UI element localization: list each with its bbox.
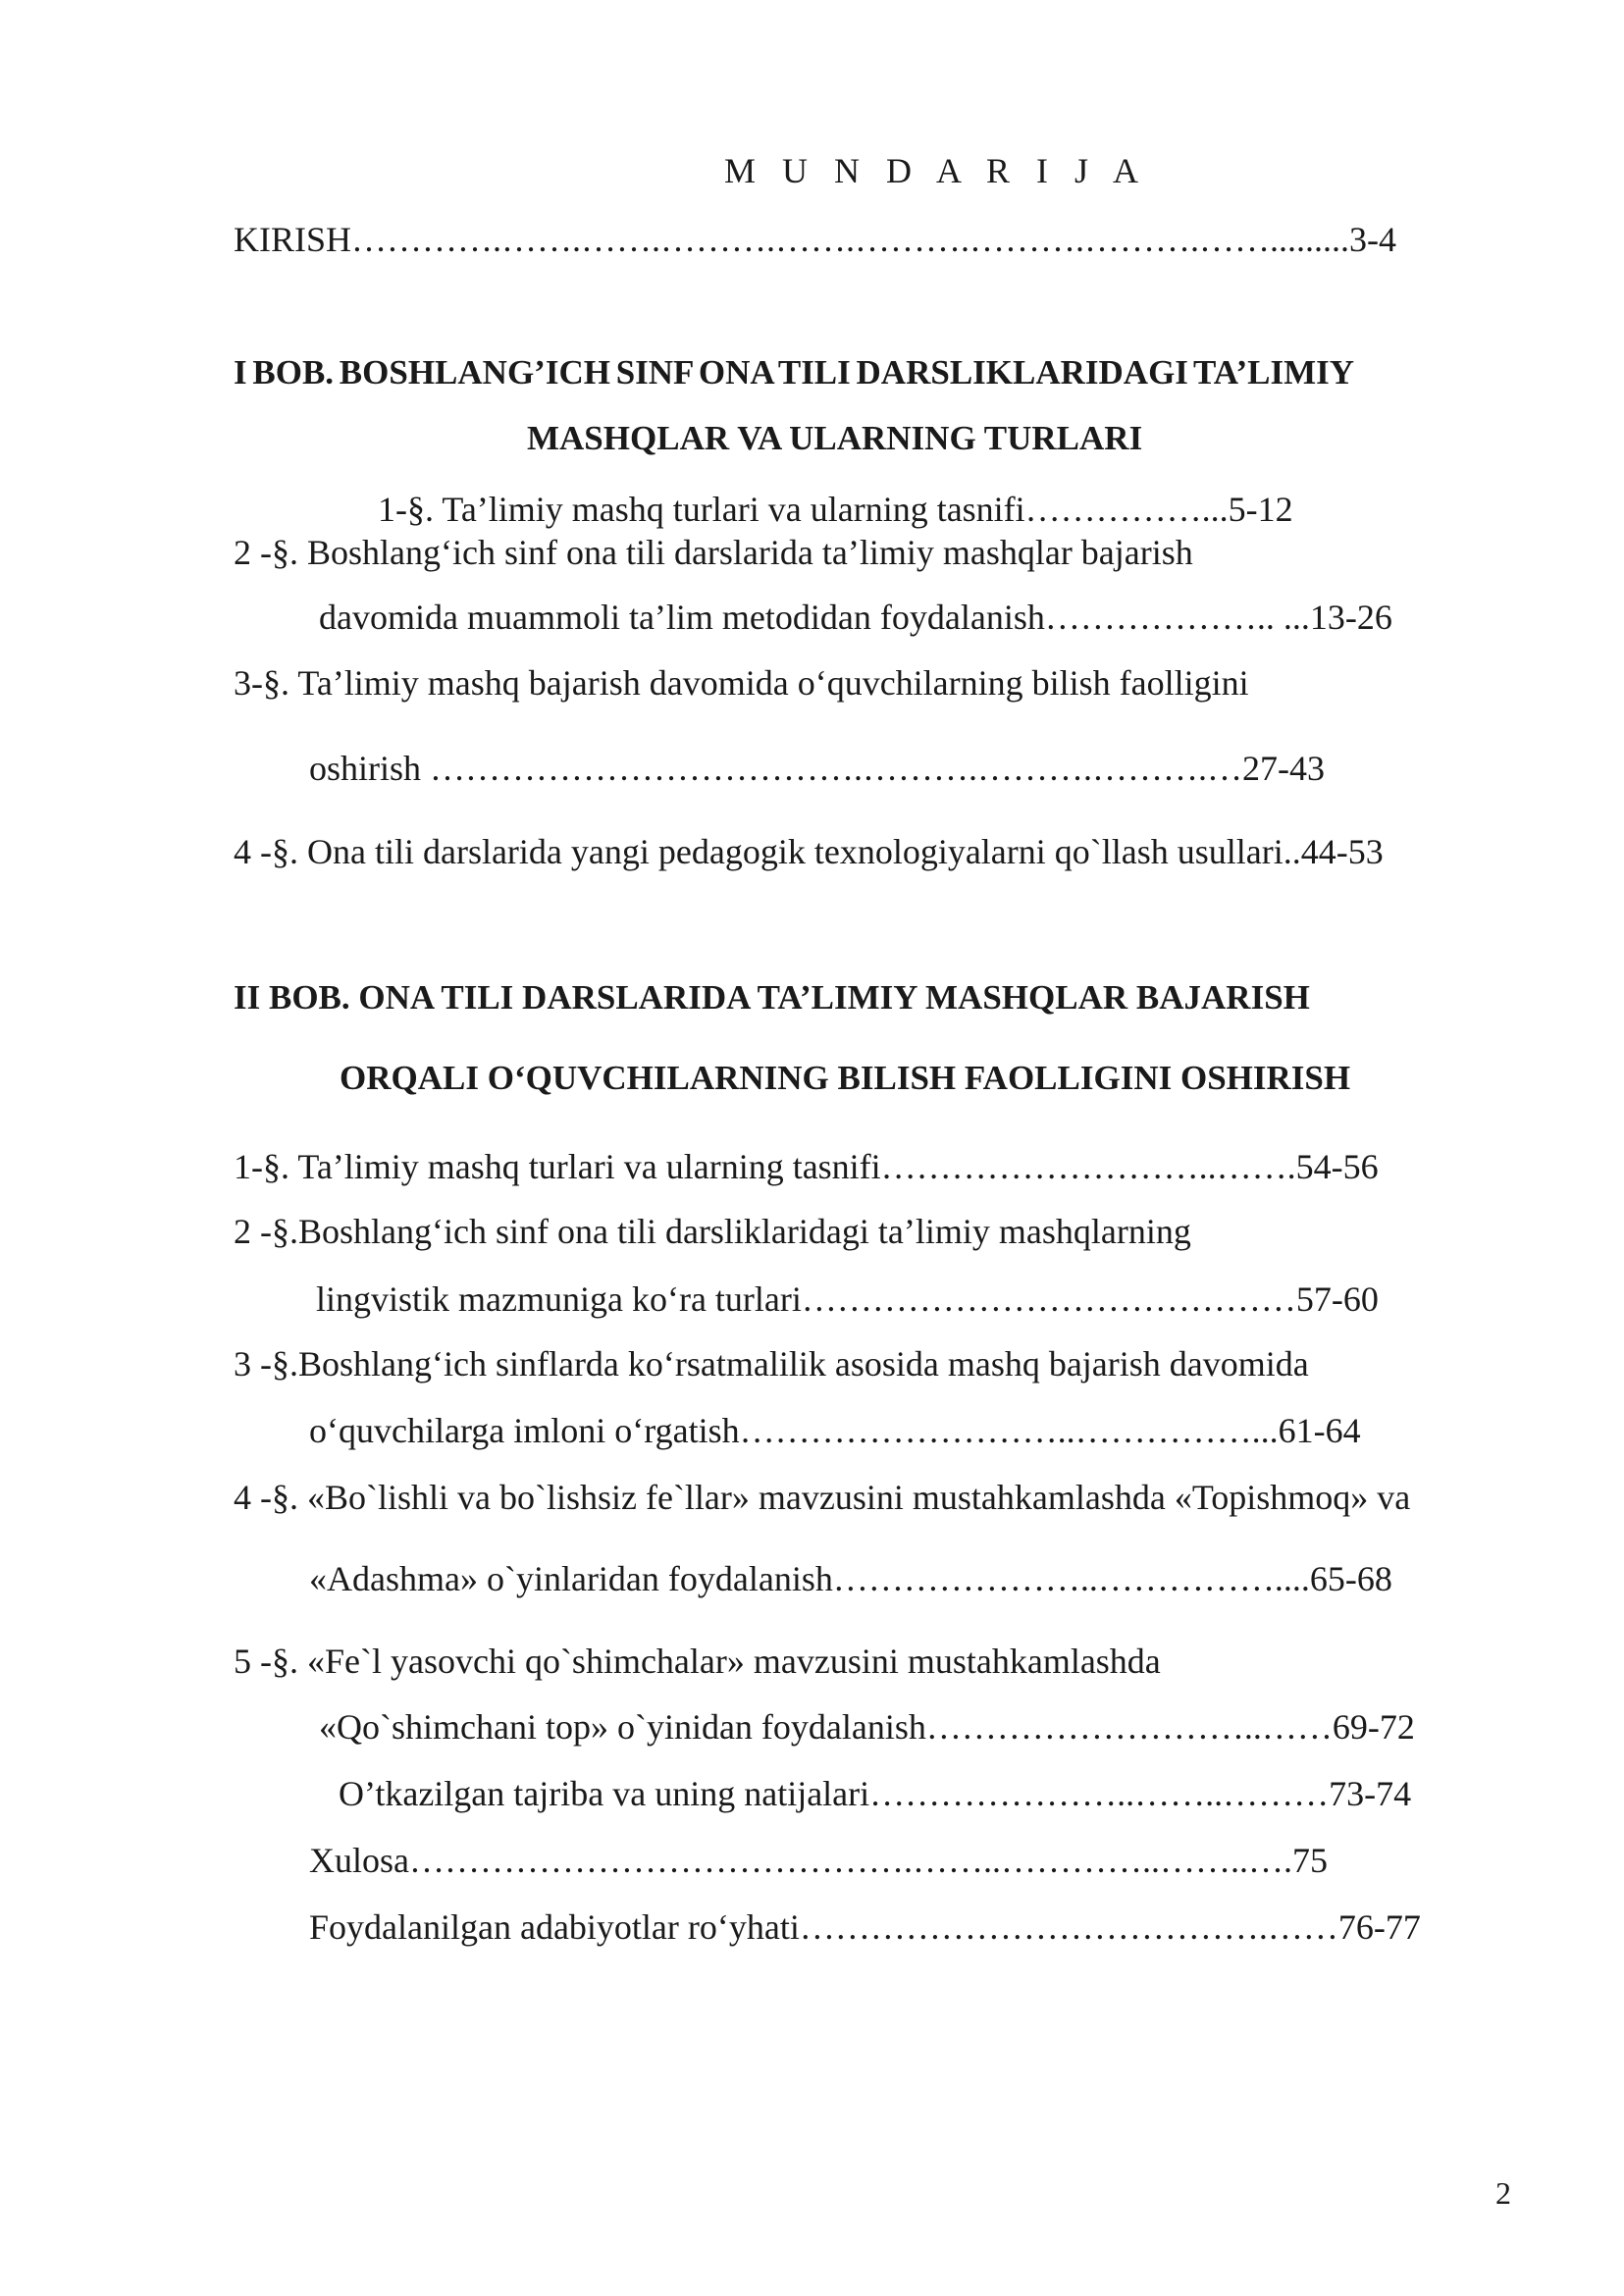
toc-item: 3 -§.Boshlang‘ich sinflarda ko‘rsatmalilik asosida mashq bajarish davomida [234,1344,1309,1383]
toc-item: 2 -§.Boshlang‘ich sinf ona tili darsliklaridagi ta’limiy mashqlarning [234,1212,1191,1251]
toc-item: 4 -§. Ona tili darslarida yangi pedagogik texnologiyalarni qo`llash usullari..44-53 [234,832,1384,871]
toc-kirish: KIRISH………….…….…….……….…….……….……….……….…….........3-4 [234,220,1396,259]
toc-item: 1-§. Ta’limiy mashq turlari va ularning tasnifi……………...5-12 [378,490,1293,529]
toc-item: Xulosa…………………………………….……..…………..……..….75 [309,1841,1328,1880]
chapter2-heading-line2: ORQALI O‘QUVCHILARNING BILISH FAOLLIGINI OSHIRISH [340,1059,1351,1097]
toc-item: 4 -§. «Bo`lishli va bo`lishsiz fe`llar» mavzusini mustahkamlashda «Topishmoq» va [234,1478,1411,1517]
chapter1-heading-line2: MASHQLAR VA ULARNING TURLARI [527,419,1143,457]
toc-item: 2 -§. Boshlang‘ich sinf ona tili darslarida ta’limiy mashqlar bajarish [234,533,1193,572]
page-title: M U N D A R I J A [724,151,1148,190]
toc-item: 5 -§. «Fe`l yasovchi qo`shimchalar» mavzusini mustahkamlashda [234,1642,1161,1681]
toc-item: «Qo`shimchani top» o`yinidan foydalanish………………………..……69-72 [319,1707,1415,1747]
toc-item: Foydalanilgan adabiyotlar ro‘yhati………………………………….……76-77 [309,1907,1421,1947]
toc-item: lingvistik mazmuniga ko‘ra turlari……………………………………57-60 [316,1279,1379,1319]
toc-item: 1-§. Ta’limiy mashq turlari va ularning tasnifi………………………..…….54-56 [234,1147,1379,1186]
page-number: 2 [1495,2175,1511,2211]
toc-item: o‘quvchilarga imloni o‘rgatish………………………..……………...61-64 [309,1411,1361,1450]
toc-item: «Adashma» o`yinlaridan foydalanish…………………..……………....65-68 [309,1559,1392,1598]
toc-item: davomida muammoli ta’lim metodidan foydalanish……………….. ...13-26 [319,598,1392,637]
toc-item: oshirish ……………………………….……….……….……….…27-43 [309,749,1325,788]
chapter2-heading-line1: II BOB. ONA TILI DARSLARIDA TA’LIMIY MASHQLAR BAJARISH [234,978,1310,1017]
chapter1-heading-line1: I BOB. BOSHLANG’ICH SINF ONA TILI DARSLIKLARIDAGI TA’LIMIY [234,353,1355,391]
toc-item: 3-§. Ta’limiy mashq bajarish davomida o‘quvchilarning bilish faolligini [234,663,1249,703]
toc-item: O’tkazilgan tajriba va uning natijalari…………………..……..………73-74 [339,1774,1412,1813]
